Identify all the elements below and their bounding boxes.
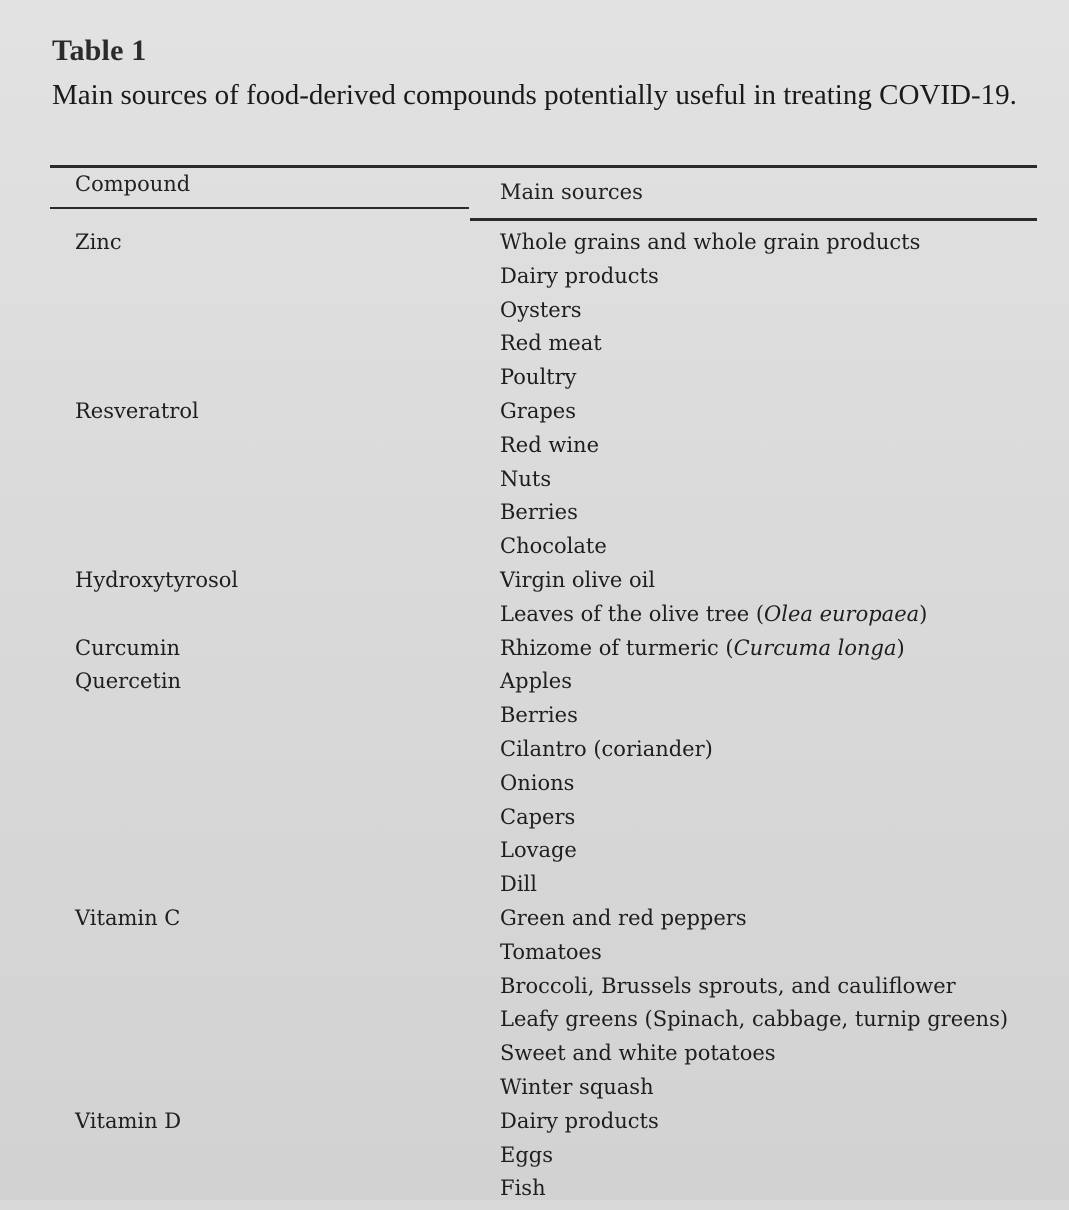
source-text: Onions [500, 770, 575, 795]
source-text: Dairy products [500, 263, 659, 288]
source-cell [500, 1041, 776, 1065]
source-text: Capers [500, 804, 576, 829]
source-cell [500, 703, 578, 727]
table-row [0, 771, 1069, 805]
source-text: Apples [500, 669, 572, 694]
source-text: Virgin olive oil [500, 568, 656, 592]
table-row [0, 298, 1069, 332]
source-text: Tomatoes [500, 939, 602, 964]
table-row [0, 1109, 1069, 1143]
table-row [0, 838, 1069, 872]
table-row [0, 230, 1069, 264]
source-cell [500, 838, 577, 862]
source-text: Red meat [500, 331, 602, 356]
source-cell [500, 737, 713, 761]
source-cell [500, 974, 956, 998]
table-row [0, 906, 1069, 940]
source-text: Winter squash [500, 1075, 654, 1099]
source-cell [500, 331, 602, 355]
source-text: Oysters [500, 297, 582, 322]
table-row [0, 940, 1069, 974]
source-text: Sweet and white potatoes [500, 1041, 776, 1066]
source-cell [500, 669, 572, 693]
source-text: Lovage [500, 838, 577, 863]
table-row [0, 974, 1069, 1008]
compound-cell: Vitamin C [75, 906, 181, 930]
table-row [0, 264, 1069, 298]
table-row [0, 534, 1069, 568]
source-cell [500, 940, 602, 964]
source-cell [500, 636, 905, 660]
source-text: Broccoli, Brussels sprouts, and cauliflower [500, 973, 956, 998]
table-row [0, 331, 1069, 365]
table-row [0, 636, 1069, 670]
compound-cell: Zinc [75, 230, 122, 254]
source-text-after: ) [919, 601, 928, 626]
source-cell [500, 602, 927, 626]
source-cell [500, 568, 655, 592]
source-cell [500, 872, 537, 896]
table-row [0, 805, 1069, 839]
source-text: Whole grains and whole grain products [500, 230, 921, 254]
source-cell [500, 771, 574, 795]
table-row [0, 500, 1069, 534]
source-text: Chocolate [500, 534, 607, 559]
table-row [0, 467, 1069, 501]
table-row [0, 1007, 1069, 1041]
source-text: Eggs [500, 1142, 553, 1167]
compound-cell: Resveratrol [75, 399, 199, 423]
table-row [0, 1143, 1069, 1177]
table-row [0, 568, 1069, 602]
compound-cell: Hydroxytyrosol [75, 568, 239, 592]
source-cell [500, 906, 747, 930]
column-header-main-sources: Main sources [500, 180, 643, 204]
source-text: Berries [500, 500, 578, 525]
source-text: Dairy products [500, 1108, 659, 1133]
compound-cell: Vitamin D [75, 1108, 182, 1133]
table-label: Table 1 [52, 34, 147, 67]
table-row [0, 703, 1069, 737]
table-row [0, 399, 1069, 433]
source-text: Cilantro (coriander) [500, 737, 713, 761]
column-header-compound: Compound [75, 172, 191, 196]
header-bottom-rule-right [470, 218, 1037, 221]
table-row [0, 1176, 1069, 1210]
source-cell [500, 1176, 546, 1200]
source-text: Leafy greens (Spinach, cabbage, turnip greens) [500, 1007, 1009, 1032]
source-cell [500, 365, 577, 389]
source-cell [500, 1143, 553, 1167]
source-cell [500, 298, 582, 322]
source-text: Poultry [500, 365, 577, 390]
table-row [0, 737, 1069, 771]
source-text-after: ) [896, 635, 905, 660]
source-species-italic: Curcuma longa [733, 635, 897, 660]
compound-cell: Quercetin [75, 669, 182, 694]
table-row [0, 365, 1069, 399]
compound-cell: Curcumin [75, 635, 181, 660]
source-text: Grapes [500, 399, 576, 423]
source-species-italic: Olea europaea [764, 601, 920, 626]
header-bottom-rule-left [50, 207, 469, 209]
source-cell [500, 534, 607, 558]
source-cell [500, 1007, 1008, 1031]
table-row [0, 1075, 1069, 1109]
source-cell [500, 230, 920, 254]
source-cell [500, 264, 659, 288]
source-cell [500, 1109, 659, 1133]
table-row [0, 1041, 1069, 1075]
source-text: Berries [500, 703, 578, 728]
source-text: Nuts [500, 466, 552, 491]
source-text: Red wine [500, 432, 600, 457]
source-text: Green and red peppers [500, 906, 747, 930]
table-top-rule [50, 165, 1037, 168]
source-cell [500, 433, 599, 457]
source-text: Leaves of the olive tree ( [500, 601, 765, 626]
table-caption: Main sources of food-derived compounds potentially useful in treating COVID-19. [52, 79, 1017, 111]
source-text: Dill [500, 872, 537, 897]
table-row [0, 872, 1069, 906]
source-cell [500, 467, 551, 491]
source-cell [500, 500, 578, 524]
source-cell [500, 1075, 654, 1099]
table-row [0, 669, 1069, 703]
source-cell [500, 805, 575, 829]
source-text: Rhizome of turmeric ( [500, 635, 734, 660]
source-text: Fish [500, 1176, 546, 1201]
table-row [0, 433, 1069, 467]
table-row [0, 602, 1069, 636]
source-cell [500, 399, 576, 423]
